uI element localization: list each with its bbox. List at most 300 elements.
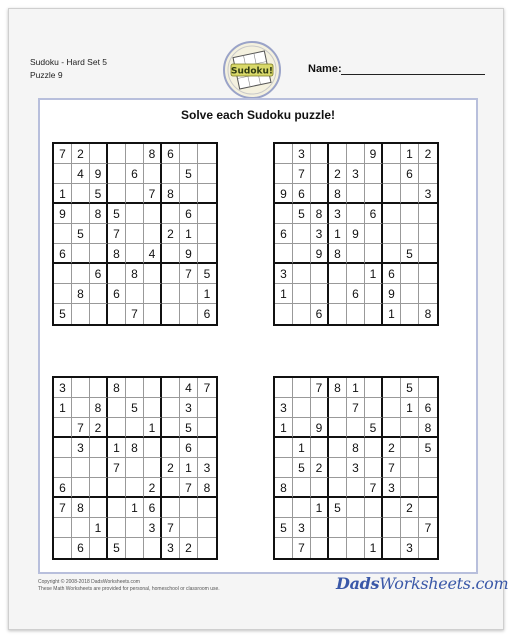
- sudoku-cell[interactable]: [365, 224, 383, 244]
- sudoku-cell[interactable]: 7: [180, 264, 198, 284]
- sudoku-cell[interactable]: [162, 378, 180, 398]
- sudoku-cell[interactable]: 7: [293, 164, 311, 184]
- sudoku-cell[interactable]: 8: [126, 438, 144, 458]
- sudoku-cell[interactable]: [180, 144, 198, 164]
- sudoku-cell[interactable]: 3: [72, 438, 90, 458]
- sudoku-cell[interactable]: [329, 438, 347, 458]
- sudoku-cell[interactable]: [198, 184, 216, 204]
- sudoku-cell[interactable]: [293, 378, 311, 398]
- sudoku-cell[interactable]: [383, 244, 401, 264]
- sudoku-cell[interactable]: 5: [108, 204, 126, 224]
- sudoku-cell[interactable]: [162, 284, 180, 304]
- sudoku-cell[interactable]: [108, 518, 126, 538]
- sudoku-cell[interactable]: 5: [180, 418, 198, 438]
- sudoku-cell[interactable]: [144, 304, 162, 324]
- sudoku-cell[interactable]: 3: [293, 518, 311, 538]
- sudoku-cell[interactable]: [419, 264, 437, 284]
- sudoku-cell[interactable]: [419, 458, 437, 478]
- sudoku-cell[interactable]: 5: [401, 244, 419, 264]
- sudoku-cell[interactable]: [162, 244, 180, 264]
- sudoku-cell[interactable]: 7: [293, 538, 311, 558]
- sudoku-cell[interactable]: [401, 184, 419, 204]
- sudoku-cell[interactable]: [329, 458, 347, 478]
- sudoku-cell[interactable]: [347, 304, 365, 324]
- sudoku-cell[interactable]: [198, 164, 216, 184]
- sudoku-cell[interactable]: [365, 458, 383, 478]
- sudoku-cell[interactable]: 6: [144, 498, 162, 518]
- sudoku-cell[interactable]: 5: [419, 438, 437, 458]
- sudoku-cell[interactable]: 9: [90, 164, 108, 184]
- sudoku-cell[interactable]: [54, 284, 72, 304]
- sudoku-cell[interactable]: [365, 438, 383, 458]
- sudoku-cell[interactable]: [180, 518, 198, 538]
- sudoku-cell[interactable]: [180, 304, 198, 324]
- sudoku-cell[interactable]: [293, 244, 311, 264]
- sudoku-cell[interactable]: [162, 204, 180, 224]
- sudoku-cell[interactable]: 1: [293, 438, 311, 458]
- sudoku-cell[interactable]: [90, 378, 108, 398]
- sudoku-cell[interactable]: 5: [90, 184, 108, 204]
- sudoku-cell[interactable]: [72, 204, 90, 224]
- sudoku-cell[interactable]: [126, 144, 144, 164]
- sudoku-cell[interactable]: 1: [198, 284, 216, 304]
- sudoku-cell[interactable]: [144, 538, 162, 558]
- sudoku-cell[interactable]: [144, 378, 162, 398]
- sudoku-cell[interactable]: [72, 398, 90, 418]
- sudoku-cell[interactable]: [90, 458, 108, 478]
- sudoku-cell[interactable]: 3: [383, 478, 401, 498]
- sudoku-cell[interactable]: 5: [365, 418, 383, 438]
- sudoku-cell[interactable]: [311, 538, 329, 558]
- sudoku-cell[interactable]: [401, 284, 419, 304]
- sudoku-cell[interactable]: 1: [180, 458, 198, 478]
- sudoku-cell[interactable]: [126, 518, 144, 538]
- sudoku-cell[interactable]: 3: [401, 538, 419, 558]
- sudoku-cell[interactable]: [54, 458, 72, 478]
- sudoku-cell[interactable]: [311, 264, 329, 284]
- sudoku-cell[interactable]: [126, 378, 144, 398]
- sudoku-cell[interactable]: [401, 478, 419, 498]
- sudoku-cell[interactable]: [365, 378, 383, 398]
- sudoku-cell[interactable]: 8: [90, 398, 108, 418]
- sudoku-cell[interactable]: [419, 538, 437, 558]
- sudoku-cell[interactable]: [108, 498, 126, 518]
- sudoku-cell[interactable]: 8: [329, 378, 347, 398]
- sudoku-cell[interactable]: [162, 418, 180, 438]
- sudoku-cell[interactable]: [293, 398, 311, 418]
- sudoku-cell[interactable]: [198, 538, 216, 558]
- sudoku-cell[interactable]: [311, 144, 329, 164]
- sudoku-cell[interactable]: 6: [54, 478, 72, 498]
- sudoku-cell[interactable]: [311, 284, 329, 304]
- sudoku-cell[interactable]: 8: [424, 307, 432, 321]
- sudoku-cell[interactable]: [311, 164, 329, 184]
- sudoku-cell[interactable]: 7: [162, 518, 180, 538]
- sudoku-cell[interactable]: [419, 478, 437, 498]
- sudoku-cell[interactable]: 1: [347, 378, 365, 398]
- sudoku-cell[interactable]: [347, 204, 365, 224]
- sudoku-cell[interactable]: 7: [347, 398, 365, 418]
- sudoku-cell[interactable]: [72, 478, 90, 498]
- sudoku-cell[interactable]: 5: [180, 164, 198, 184]
- sudoku-cell[interactable]: [144, 458, 162, 478]
- sudoku-cell[interactable]: [126, 284, 144, 304]
- sudoku-cell[interactable]: [401, 438, 419, 458]
- sudoku-cell[interactable]: [198, 438, 216, 458]
- sudoku-cell[interactable]: 6: [347, 284, 365, 304]
- sudoku-cell[interactable]: [401, 418, 419, 438]
- sudoku-cell[interactable]: [383, 378, 401, 398]
- sudoku-cell[interactable]: [311, 184, 329, 204]
- sudoku-cell[interactable]: 6: [180, 204, 198, 224]
- sudoku-cell[interactable]: 1: [275, 418, 293, 438]
- sudoku-cell[interactable]: [126, 538, 144, 558]
- sudoku-cell[interactable]: [72, 184, 90, 204]
- sudoku-cell[interactable]: [90, 284, 108, 304]
- sudoku-cell[interactable]: [108, 398, 126, 418]
- sudoku-cell[interactable]: [275, 204, 293, 224]
- sudoku-cell[interactable]: [419, 164, 437, 184]
- sudoku-cell[interactable]: [293, 418, 311, 438]
- sudoku-cell[interactable]: 6: [203, 307, 211, 321]
- sudoku-cell[interactable]: 9: [275, 184, 293, 204]
- sudoku-cell[interactable]: 5: [108, 538, 126, 558]
- sudoku-cell[interactable]: 1: [383, 304, 401, 324]
- sudoku-cell[interactable]: 6: [275, 224, 293, 244]
- sudoku-cell[interactable]: 8: [311, 204, 329, 224]
- sudoku-cell[interactable]: [275, 144, 293, 164]
- sudoku-cell[interactable]: [311, 438, 329, 458]
- sudoku-cell[interactable]: [365, 304, 383, 324]
- sudoku-cell[interactable]: [293, 304, 311, 324]
- sudoku-cell[interactable]: 8: [126, 264, 144, 284]
- sudoku-cell[interactable]: 6: [365, 204, 383, 224]
- sudoku-cell[interactable]: 1: [275, 284, 293, 304]
- sudoku-cell[interactable]: 5: [401, 378, 419, 398]
- sudoku-cell[interactable]: [293, 224, 311, 244]
- sudoku-cell[interactable]: [108, 304, 126, 324]
- sudoku-cell[interactable]: [162, 438, 180, 458]
- sudoku-cell[interactable]: 3: [275, 398, 293, 418]
- sudoku-cell[interactable]: [162, 398, 180, 418]
- sudoku-cell[interactable]: [293, 498, 311, 518]
- sudoku-cell[interactable]: [72, 458, 90, 478]
- sudoku-cell[interactable]: [419, 224, 437, 244]
- sudoku-cell[interactable]: [108, 144, 126, 164]
- sudoku-cell[interactable]: 3: [275, 264, 293, 284]
- sudoku-cell[interactable]: [54, 164, 72, 184]
- sudoku-cell[interactable]: 6: [108, 284, 126, 304]
- sudoku-cell[interactable]: [347, 264, 365, 284]
- sudoku-cell[interactable]: [329, 144, 347, 164]
- sudoku-cell[interactable]: [162, 478, 180, 498]
- sudoku-cell[interactable]: 6: [72, 538, 90, 558]
- sudoku-cell[interactable]: [198, 418, 216, 438]
- sudoku-cell[interactable]: 9: [311, 244, 329, 264]
- sudoku-cell[interactable]: [365, 164, 383, 184]
- sudoku-cell[interactable]: [329, 398, 347, 418]
- sudoku-cell[interactable]: 2: [419, 144, 437, 164]
- sudoku-cell[interactable]: [365, 398, 383, 418]
- sudoku-cell[interactable]: 1: [180, 224, 198, 244]
- sudoku-cell[interactable]: [347, 244, 365, 264]
- sudoku-cell[interactable]: 8: [162, 184, 180, 204]
- sudoku-cell[interactable]: [162, 264, 180, 284]
- name-field[interactable]: [341, 74, 485, 75]
- sudoku-cell[interactable]: 5: [329, 498, 347, 518]
- sudoku-cell[interactable]: 5: [293, 458, 311, 478]
- sudoku-cell[interactable]: [275, 164, 293, 184]
- sudoku-cell[interactable]: [162, 498, 180, 518]
- sudoku-cell[interactable]: [275, 378, 293, 398]
- sudoku-cell[interactable]: 2: [311, 458, 329, 478]
- sudoku-cell[interactable]: 3: [180, 398, 198, 418]
- sudoku-cell[interactable]: 5: [275, 518, 293, 538]
- sudoku-cell[interactable]: [90, 538, 108, 558]
- sudoku-cell[interactable]: 6: [401, 164, 419, 184]
- sudoku-cell[interactable]: [180, 184, 198, 204]
- sudoku-cell[interactable]: 9: [54, 204, 72, 224]
- sudoku-cell[interactable]: [329, 418, 347, 438]
- sudoku-cell[interactable]: [144, 438, 162, 458]
- sudoku-cell[interactable]: [419, 244, 437, 264]
- sudoku-cell[interactable]: [383, 224, 401, 244]
- sudoku-cell[interactable]: 8: [90, 204, 108, 224]
- sudoku-cell[interactable]: 3: [347, 164, 365, 184]
- sudoku-cell[interactable]: 1: [401, 398, 419, 418]
- sudoku-cell[interactable]: [72, 244, 90, 264]
- sudoku-cell[interactable]: [383, 538, 401, 558]
- sudoku-cell[interactable]: [144, 224, 162, 244]
- sudoku-cell[interactable]: [347, 498, 365, 518]
- sudoku-cell[interactable]: [198, 244, 216, 264]
- sudoku-cell[interactable]: [383, 418, 401, 438]
- sudoku-cell[interactable]: 8: [419, 418, 437, 438]
- sudoku-cell[interactable]: [144, 284, 162, 304]
- sudoku-cell[interactable]: [198, 398, 216, 418]
- sudoku-cell[interactable]: 3: [293, 144, 311, 164]
- sudoku-cell[interactable]: [54, 418, 72, 438]
- sudoku-cell[interactable]: 6: [54, 244, 72, 264]
- sudoku-cell[interactable]: 9: [180, 244, 198, 264]
- sudoku-cell[interactable]: [54, 438, 72, 458]
- sudoku-cell[interactable]: 3: [329, 204, 347, 224]
- sudoku-cell[interactable]: [383, 184, 401, 204]
- sudoku-cell[interactable]: 2: [329, 164, 347, 184]
- sudoku-cell[interactable]: [126, 458, 144, 478]
- sudoku-cell[interactable]: 1: [126, 498, 144, 518]
- sudoku-cell[interactable]: [311, 518, 329, 538]
- sudoku-cell[interactable]: 8: [329, 244, 347, 264]
- sudoku-cell[interactable]: [347, 478, 365, 498]
- sudoku-cell[interactable]: 8: [198, 478, 216, 498]
- sudoku-cell[interactable]: 8: [108, 244, 126, 264]
- sudoku-cell[interactable]: [383, 204, 401, 224]
- sudoku-cell[interactable]: 2: [401, 498, 419, 518]
- sudoku-cell[interactable]: [54, 264, 72, 284]
- sudoku-cell[interactable]: 6: [419, 398, 437, 418]
- sudoku-cell[interactable]: 8: [347, 438, 365, 458]
- sudoku-cell[interactable]: 7: [108, 224, 126, 244]
- sudoku-cell[interactable]: [275, 538, 293, 558]
- sudoku-cell[interactable]: [365, 498, 383, 518]
- sudoku-cell[interactable]: [383, 498, 401, 518]
- sudoku-cell[interactable]: [383, 398, 401, 418]
- sudoku-cell[interactable]: [126, 244, 144, 264]
- sudoku-cell[interactable]: [108, 478, 126, 498]
- sudoku-cell[interactable]: 1: [54, 184, 72, 204]
- sudoku-cell[interactable]: [54, 518, 72, 538]
- sudoku-cell[interactable]: [311, 398, 329, 418]
- sudoku-cell[interactable]: 5: [198, 264, 216, 284]
- sudoku-cell[interactable]: [198, 498, 216, 518]
- sudoku-cell[interactable]: [198, 204, 216, 224]
- sudoku-cell[interactable]: [90, 144, 108, 164]
- sudoku-cell[interactable]: 2: [90, 418, 108, 438]
- sudoku-cell[interactable]: 3: [54, 378, 72, 398]
- sudoku-cell[interactable]: [198, 224, 216, 244]
- sudoku-cell[interactable]: [383, 164, 401, 184]
- sudoku-cell[interactable]: 7: [144, 184, 162, 204]
- sudoku-cell[interactable]: 8: [72, 284, 90, 304]
- sudoku-cell[interactable]: [329, 538, 347, 558]
- sudoku-cell[interactable]: [90, 498, 108, 518]
- sudoku-cell[interactable]: [329, 264, 347, 284]
- sudoku-cell[interactable]: 6: [90, 264, 108, 284]
- sudoku-cell[interactable]: 6: [311, 304, 329, 324]
- sudoku-cell[interactable]: [383, 518, 401, 538]
- sudoku-cell[interactable]: 1: [365, 264, 383, 284]
- sudoku-cell[interactable]: 3: [144, 518, 162, 538]
- sudoku-cell[interactable]: 8: [275, 478, 293, 498]
- sudoku-cell[interactable]: 1: [108, 438, 126, 458]
- sudoku-cell[interactable]: [126, 478, 144, 498]
- sudoku-cell[interactable]: 9: [383, 284, 401, 304]
- sudoku-cell[interactable]: 1: [54, 398, 72, 418]
- sudoku-cell[interactable]: 7: [54, 498, 72, 518]
- sudoku-cell[interactable]: [383, 144, 401, 164]
- sudoku-cell[interactable]: 7: [180, 478, 198, 498]
- sudoku-cell[interactable]: 4: [144, 244, 162, 264]
- sudoku-cell[interactable]: [365, 184, 383, 204]
- sudoku-cell[interactable]: [275, 244, 293, 264]
- sudoku-cell[interactable]: [144, 164, 162, 184]
- sudoku-cell[interactable]: [293, 264, 311, 284]
- sudoku-cell[interactable]: [311, 478, 329, 498]
- sudoku-cell[interactable]: [419, 284, 437, 304]
- sudoku-cell[interactable]: [90, 224, 108, 244]
- sudoku-cell[interactable]: 1: [90, 518, 108, 538]
- sudoku-cell[interactable]: [365, 244, 383, 264]
- sudoku-cell[interactable]: 4: [72, 164, 90, 184]
- sudoku-cell[interactable]: [72, 378, 90, 398]
- sudoku-cell[interactable]: 7: [365, 478, 383, 498]
- sudoku-cell[interactable]: 2: [162, 458, 180, 478]
- sudoku-cell[interactable]: [126, 418, 144, 438]
- sudoku-cell[interactable]: 2: [162, 224, 180, 244]
- sudoku-cell[interactable]: [54, 224, 72, 244]
- sudoku-cell[interactable]: 7: [198, 378, 216, 398]
- sudoku-cell[interactable]: 8: [108, 378, 126, 398]
- sudoku-cell[interactable]: [275, 458, 293, 478]
- sudoku-cell[interactable]: 6: [293, 184, 311, 204]
- sudoku-cell[interactable]: [162, 164, 180, 184]
- sudoku-cell[interactable]: [54, 538, 72, 558]
- sudoku-cell[interactable]: [419, 204, 437, 224]
- sudoku-cell[interactable]: 7: [108, 458, 126, 478]
- sudoku-cell[interactable]: [144, 204, 162, 224]
- sudoku-cell[interactable]: [198, 518, 216, 538]
- sudoku-cell[interactable]: [401, 458, 419, 478]
- sudoku-cell[interactable]: 5: [126, 398, 144, 418]
- sudoku-cell[interactable]: 5: [54, 304, 72, 324]
- sudoku-cell[interactable]: 9: [347, 224, 365, 244]
- sudoku-cell[interactable]: 9: [311, 418, 329, 438]
- sudoku-cell[interactable]: [347, 518, 365, 538]
- sudoku-cell[interactable]: 3: [162, 538, 180, 558]
- sudoku-cell[interactable]: [365, 284, 383, 304]
- sudoku-cell[interactable]: 6: [162, 144, 180, 164]
- sudoku-cell[interactable]: 2: [72, 144, 90, 164]
- sudoku-cell[interactable]: [329, 304, 347, 324]
- sudoku-cell[interactable]: 6: [383, 264, 401, 284]
- sudoku-cell[interactable]: [126, 224, 144, 244]
- sudoku-cell[interactable]: 5: [72, 224, 90, 244]
- sudoku-cell[interactable]: [162, 304, 180, 324]
- sudoku-cell[interactable]: 6: [180, 438, 198, 458]
- sudoku-cell[interactable]: [90, 438, 108, 458]
- sudoku-cell[interactable]: [144, 264, 162, 284]
- sudoku-cell[interactable]: [401, 518, 419, 538]
- sudoku-cell[interactable]: 1: [329, 224, 347, 244]
- sudoku-cell[interactable]: [293, 284, 311, 304]
- sudoku-cell[interactable]: [180, 284, 198, 304]
- sudoku-cell[interactable]: [293, 478, 311, 498]
- sudoku-cell[interactable]: [108, 184, 126, 204]
- sudoku-cell[interactable]: 2: [180, 538, 198, 558]
- sudoku-cell[interactable]: [108, 418, 126, 438]
- sudoku-cell[interactable]: 9: [365, 144, 383, 164]
- sudoku-cell[interactable]: [126, 204, 144, 224]
- sudoku-cell[interactable]: 4: [180, 378, 198, 398]
- sudoku-cell[interactable]: 3: [311, 224, 329, 244]
- sudoku-cell[interactable]: [401, 264, 419, 284]
- sudoku-cell[interactable]: [275, 438, 293, 458]
- sudoku-cell[interactable]: [347, 418, 365, 438]
- sudoku-cell[interactable]: [347, 184, 365, 204]
- sudoku-cell[interactable]: [108, 264, 126, 284]
- sudoku-cell[interactable]: 7: [311, 378, 329, 398]
- sudoku-cell[interactable]: 1: [401, 144, 419, 164]
- sudoku-cell[interactable]: [347, 144, 365, 164]
- sudoku-cell[interactable]: [275, 498, 293, 518]
- sudoku-cell[interactable]: [275, 304, 293, 324]
- sudoku-cell[interactable]: [72, 264, 90, 284]
- sudoku-cell[interactable]: [72, 304, 90, 324]
- sudoku-cell[interactable]: 8: [72, 498, 90, 518]
- sudoku-cell[interactable]: 3: [419, 184, 437, 204]
- sudoku-cell[interactable]: [90, 244, 108, 264]
- sudoku-cell[interactable]: 2: [383, 438, 401, 458]
- sudoku-cell[interactable]: [198, 144, 216, 164]
- sudoku-cell[interactable]: [347, 538, 365, 558]
- sudoku-cell[interactable]: 7: [72, 418, 90, 438]
- sudoku-cell[interactable]: 7: [383, 458, 401, 478]
- sudoku-cell[interactable]: [90, 478, 108, 498]
- sudoku-cell[interactable]: [401, 224, 419, 244]
- sudoku-cell[interactable]: [329, 518, 347, 538]
- sudoku-cell[interactable]: 1: [311, 498, 329, 518]
